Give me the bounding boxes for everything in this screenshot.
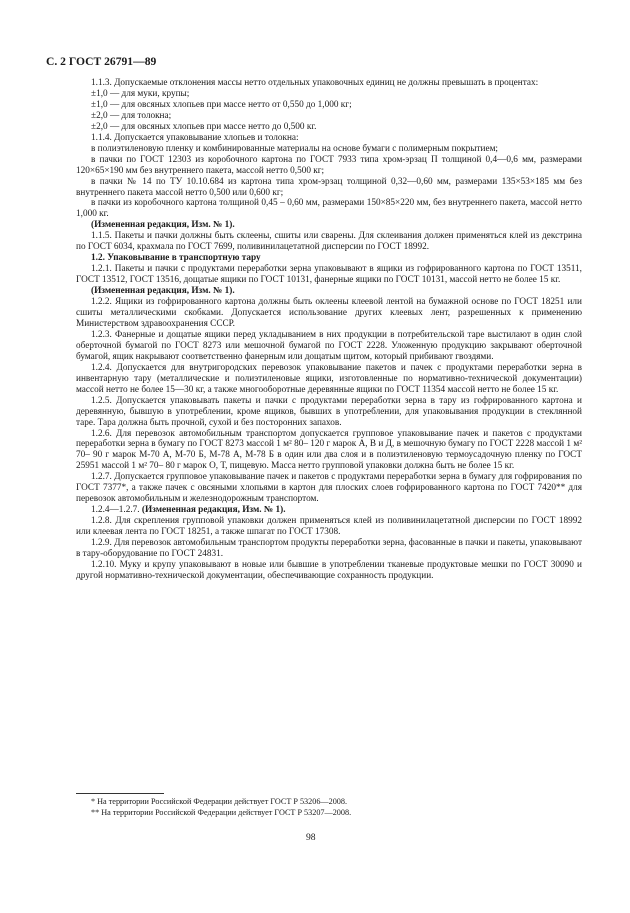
footnote-divider <box>76 793 164 794</box>
tolerance-item: ±2,0 — для толокна; <box>91 110 172 121</box>
page-header: С. 2 ГОСТ 26791—89 <box>46 55 157 68</box>
amendment-range: 1.2.4—1.2.7. <box>91 505 142 516</box>
clause-1-2-1: 1.2.1. Пакеты и пачки с продуктами переработки зерна упаковывают в ящики из гофрированного картона по ГОСТ 13511, ГОСТ 13512, ГОСТ 13516, дощатые ящики по ГОСТ 10131, фанерные ящики по ГОСТ 10131, массой нетто не более 15 кг. <box>76 264 582 286</box>
section-heading: 1.2. Упаковывание в транспортную тару <box>91 253 261 264</box>
amendment-label: (Измененная редакция, Изм. № 1). <box>141 505 286 516</box>
amendment-note: (Измененная редакция, Изм. № 1). <box>91 220 235 231</box>
clause-1-2-7: 1.2.7. Допускается групповое упаковывание пачек и пакетов с продуктами переработки зерна в бумагу для гофрирования по ГОСТ 7377*, а также пачек с овсяными хлопьями в картон для плоских слоев гофрированного картона по ГОСТ 7420** для перевозок автомобильным и железнодорожным транспортом. <box>76 472 582 505</box>
packaging-option: в полиэтиленовую пленку и комбинированные материалы на основе бумаги с полимерным покрытием; <box>91 143 498 154</box>
clause-1-2-8: 1.2.8. Для скрепления групповой упаковки должен применяться клей из поливинилацетатной дисперсии по ГОСТ 18992 или клеевая лента по ГОСТ 18251, а также шпагат по ГОСТ 17308. <box>76 516 582 538</box>
tolerance-item: ±2,0 — для овсяных хлопьев при массе нетто до 0,500 кг. <box>91 121 317 132</box>
body-text <box>76 78 582 582</box>
amendment-note: (Измененная редакция, Изм. № 1). <box>91 286 235 297</box>
clause-1-2-10: 1.2.10. Муку и крупу упаковывают в новые или бывшие в употреблении тканевые продуктовые мешки по ГОСТ 30090 и другой нормативно-технической документации, обеспечивающие сохранность продукции. <box>76 559 582 581</box>
clause-1-1-5: 1.1.5. Пакеты и пачки должны быть склеены, сшиты или сварены. Для склеивания должен применяться клей из декстрина по ГОСТ 6034, крахмала по ГОСТ 7699, поливинилацетатной дисперсии по ГОСТ 18992. <box>76 231 582 253</box>
footnote: * На территории Российской Федерации действует ГОСТ Р 53206—2008. <box>91 797 348 806</box>
tolerance-item: ±1,0 — для овсяных хлопьев при массе нетто от 0,550 до 1,000 кг; <box>91 99 352 110</box>
clause-1-2-2: 1.2.2. Ящики из гофрированного картона должны быть оклеены клеевой лентой на бумажной основе по ГОСТ 18251 или сшиты металлическими скобками. Допускается использование других клеевых лент, разрешенных к применению Министерством здравоохранения СССР. <box>76 297 582 329</box>
packaging-option: в пачки по ГОСТ 12303 из коробочного картона по ГОСТ 7933 типа хром-эрзац П толщиной 0,4—0,6 мм, размерами 120×65×190 мм без внутреннего пакета, массой нетто 0,500 кг; <box>76 154 582 176</box>
footnotes <box>91 797 351 818</box>
page-number: 98 <box>306 832 316 843</box>
clause-1-2-3: 1.2.3. Фанерные и дощатые ящики перед укладыванием в них продукции в потребительской таре выстилают в один слой оберточной бумагой по ГОСТ 8273 или мешочной бумагой по ГОСТ 2228. Уложенную продукцию закрывают оберточной бумагой, ящик накрывают соответственно фанерным или дощатым щитом, который прибивают гвоздями. <box>76 329 582 362</box>
amendment-note-range <box>76 505 582 516</box>
clause-1-2-9: 1.2.9. Для перевозок автомобильным транспортом продукты переработки зерна, фасованные в пачки и пакеты, упаковывают в тару-оборудование по ГОСТ 24831. <box>76 538 582 559</box>
clause-1-2-6: 1.2.6. Для перевозок автомобильным транспортом допускается групповое упаковывание пачек и пакетов с продуктами переработки зерна в бумагу по ГОСТ 8273 массой 1 м² 80– 120 г марок А, В и Д, в мешочную бумагу по ГОСТ 2228 массой 1 м² 70– 90 г марок М-70 А, М-70 Б, М-78 А, М-78 Б в один или два слоя и в полиэтиленовую термоусадочную пленку по ГОСТ 25951 массой 1 м² 70– 80 г марок О, Т, пищевую. Масса нетто групповой упаковки должна быть не более 15 кг. <box>76 428 582 472</box>
clause-1-2-5: 1.2.5. Допускается упаковывать пакеты и пачки с продуктами переработки зерна в тару из гофрированного картона и деревянную, бывшую в употреблении, кроме ящиков, бывших в употреблении, для упаковывания продукции в стеклянной таре. Тара должна быть прочной, сухой и без посторонних запахов. <box>76 395 582 428</box>
packaging-option: в пачки № 14 по ТУ 10.10.684 из картона типа хром-эрзац толщиной 0,32—0,60 мм, размерами 135×53×185 мм без внутреннего пакета массой нетто 0,500 или 0,600 кг; <box>76 176 582 198</box>
packaging-option: в пачки из коробочного картона толщиной 0,45 – 0,60 мм, размерами 150×85×220 мм, без внутреннего пакета, массой нетто 1,000 кг. <box>76 198 582 220</box>
clause-1-1-3: 1.1.3. Допускаемые отклонения массы нетто отдельных упаковочных единиц не должны превышать в процентах: <box>91 78 539 88</box>
clause-1-1-4: 1.1.4. Допускается упаковывание хлопьев и толокна: <box>91 132 299 143</box>
footnote: ** На территории Российской Федерации действует ГОСТ Р 53207—2008. <box>91 807 352 817</box>
tolerance-item: ±1,0 — для муки, крупы; <box>91 88 190 99</box>
clause-1-2-4: 1.2.4. Допускается для внутригородских перевозок упаковывание пакетов и пачек с продуктами переработки зерна в инвентарную тару (металлические и полиэтиленовые ящики, изготовленные по нормативно-технической документации) массой нетто не более 15—30 кг, а также многооборотные деревянные ящики по ГОСТ 11354 массой нетто не более 15 кг. <box>76 362 582 395</box>
